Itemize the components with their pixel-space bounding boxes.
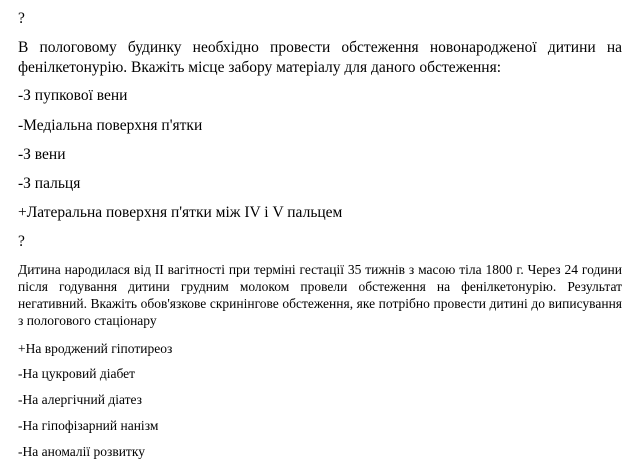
question-marker: ? — [18, 10, 25, 27]
question-stem: Дитина народилася від ІІ вагітності при терміні гестації 35 тижнів з масою тіла 1800 г. Через 24 години після годування дитини грудним молоком провели обстеження на фенілкетонурію. Результат негативний. Вкажіть обов'язкове скринінгове обстеження, яке потрібно провести дитині до виписування з пологового стаціонару — [18, 262, 622, 328]
answer-option: -З вени — [18, 146, 66, 163]
answer-option-correct: +Латеральна поверхня п'ятки між IV і V пальцем — [18, 204, 343, 221]
answer-option: -На цукровий діабет — [18, 366, 136, 381]
answer-option: -Медіальна поверхня п'ятки — [18, 117, 203, 134]
question-stem: В пологовому будинку необхідно провести обстеження новонародженої дитини на фенілкетонурію. Вкажіть місце забору матеріалу для даного обстеження: — [18, 39, 622, 76]
answer-option: -З пупкової вени — [18, 87, 128, 104]
answer-option: -На аномалії розвитку — [18, 444, 145, 459]
question-marker: ? — [18, 233, 25, 250]
answer-option: -На гіпофізарний нанізм — [18, 418, 159, 433]
answer-option: -З пальця — [18, 175, 81, 192]
answer-option-correct: +На вроджений гіпотиреоз — [18, 341, 173, 356]
answer-option: -На алергічний діатез — [18, 392, 142, 407]
